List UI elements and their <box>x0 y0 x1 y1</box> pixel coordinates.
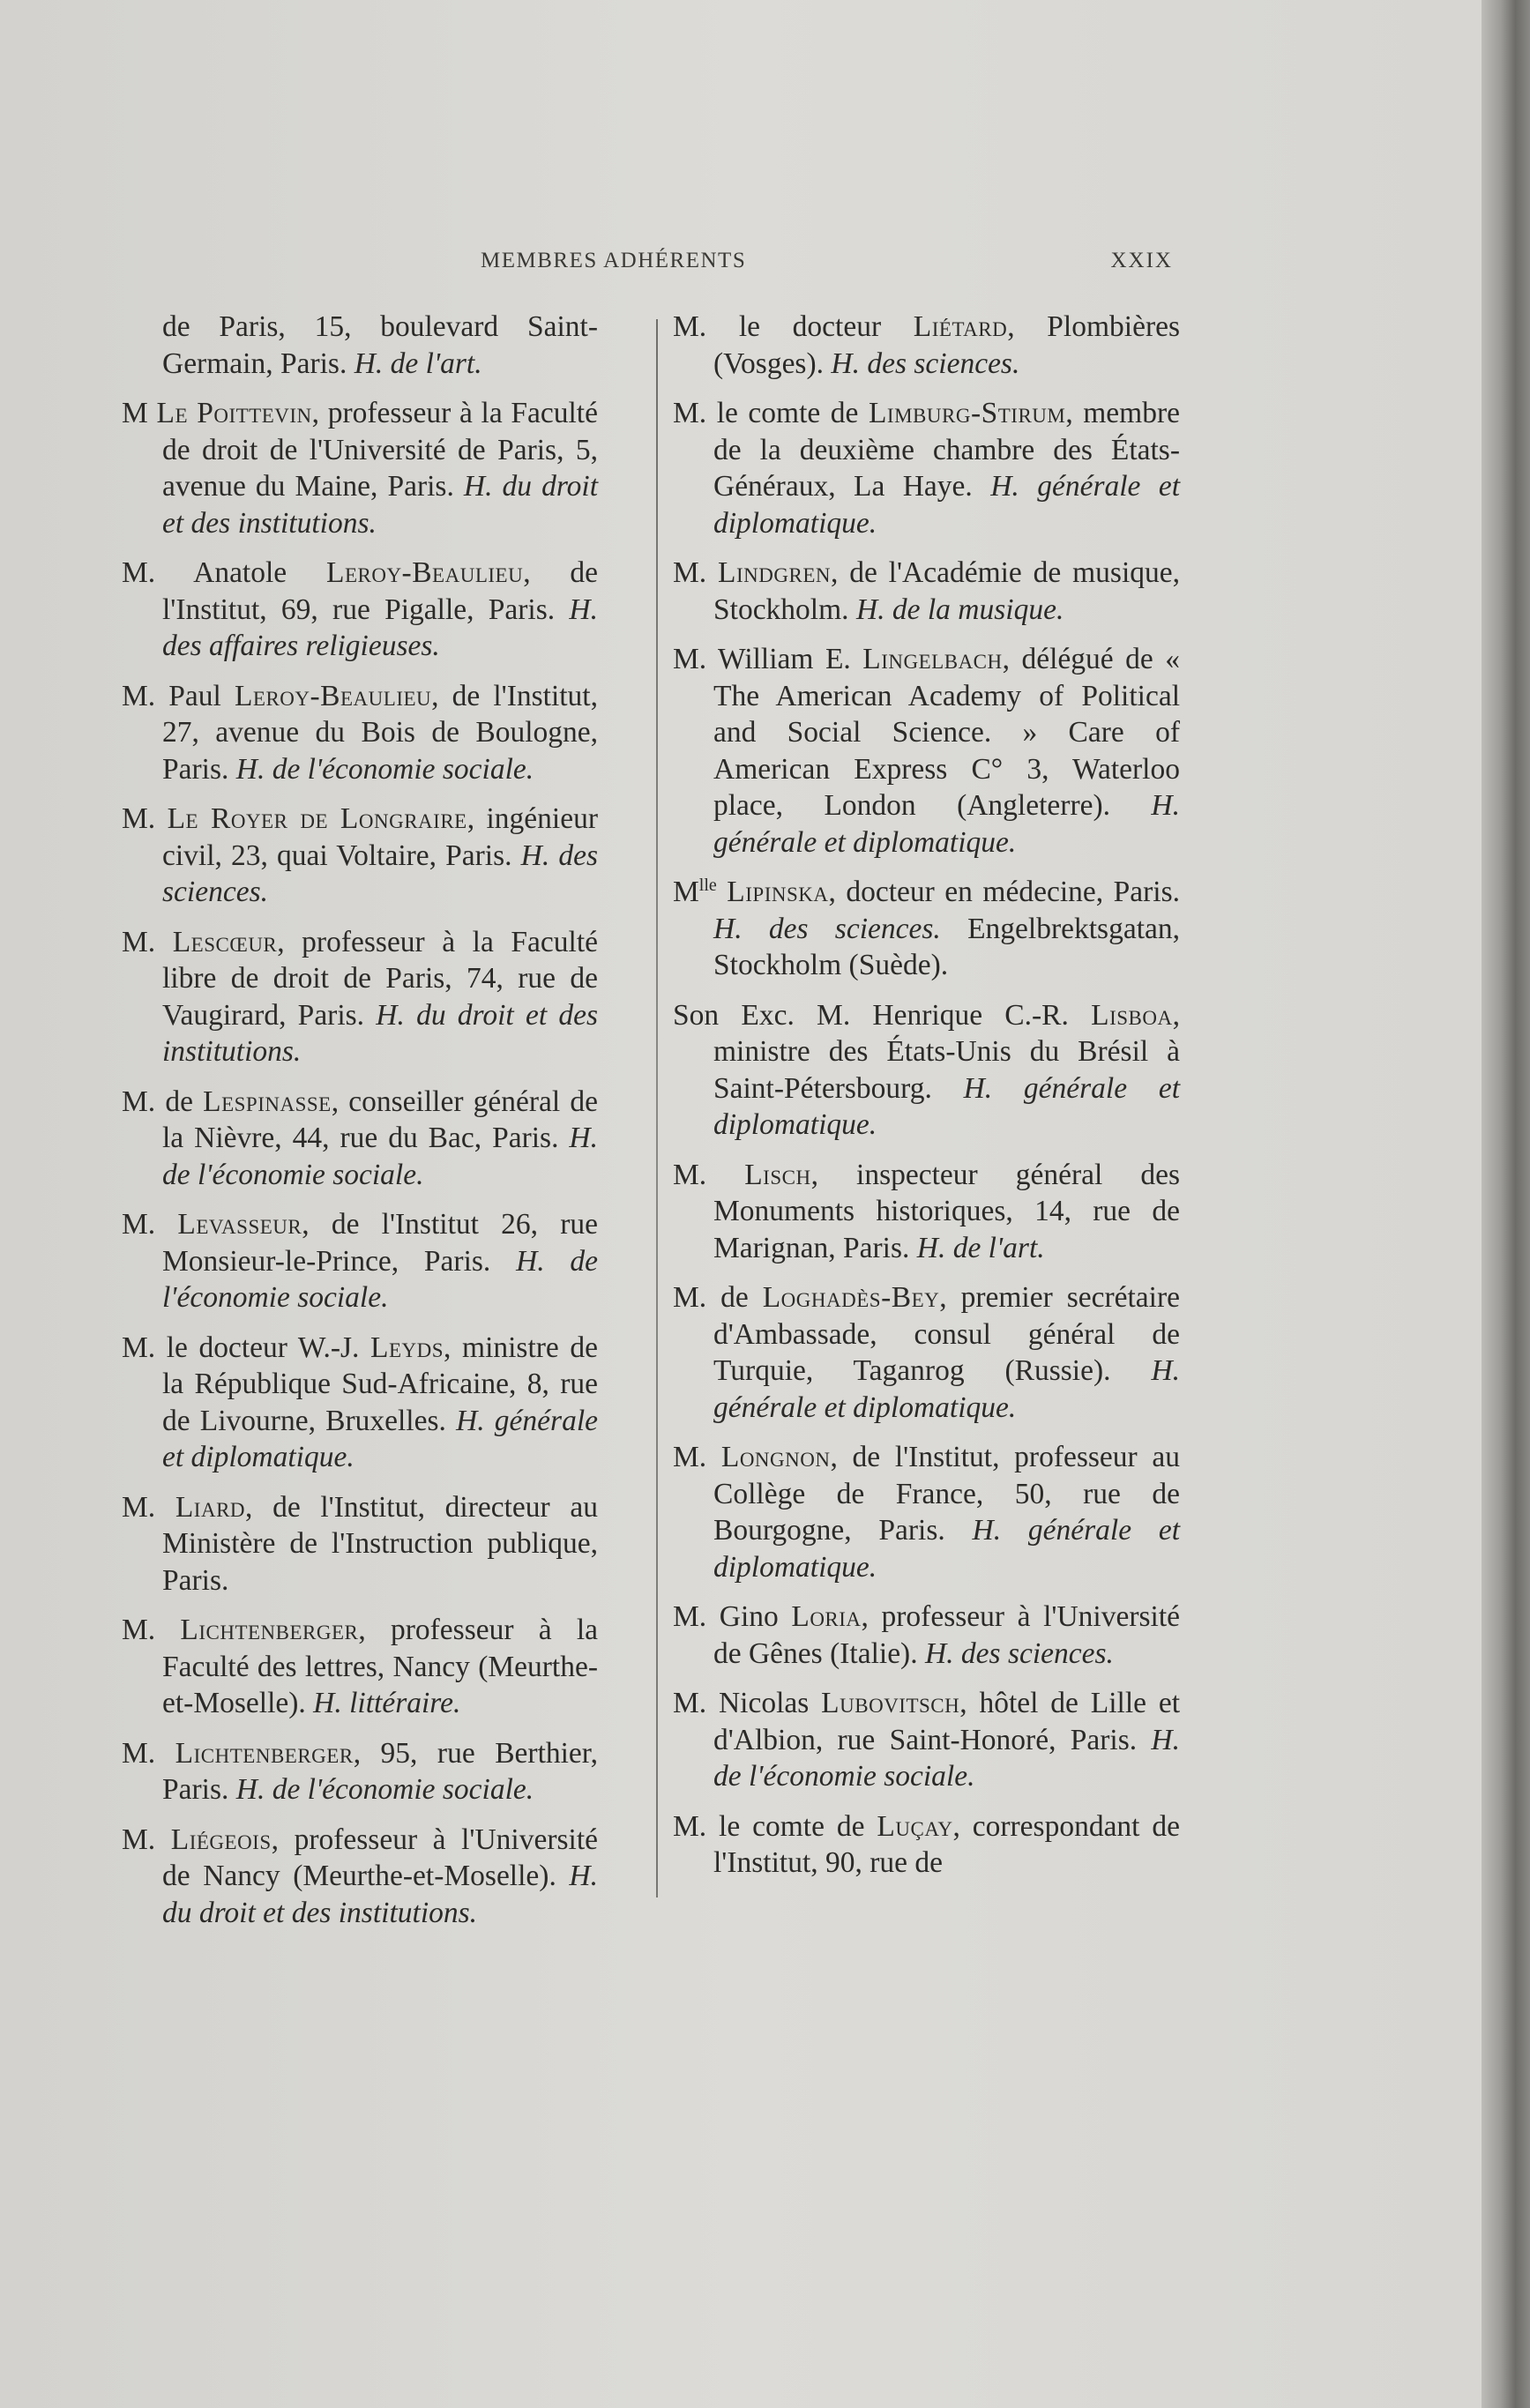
section-label: H. générale et diplomatique. <box>713 1071 1181 1141</box>
member-details: , membre de la deuxième chambre des États-Généraux, La Haye. <box>713 397 1181 503</box>
member-entry <box>122 1330 598 1476</box>
member-details: , de l'Institut, 27, avenue du Bois de Boulogne, Paris. <box>162 679 598 786</box>
entry-title: M. <box>122 802 156 835</box>
left-column <box>122 309 598 1944</box>
member-name: Liard <box>175 1490 246 1524</box>
section-label: H. des sciences. <box>162 839 598 908</box>
entry-title: M. Gino <box>673 1600 779 1633</box>
section-label: H. de l'économie sociale. <box>162 1244 598 1314</box>
section-label: H. générale et diplomatique. <box>713 789 1180 859</box>
section-label: H. générale et diplomatique. <box>162 1404 598 1473</box>
member-details: , professeur à l'Université de Gênes (Italie). <box>713 1600 1180 1670</box>
section-label: H. générale et diplomatique. <box>713 470 1181 540</box>
member-entry <box>122 678 598 788</box>
member-details: , de l'Institut, directeur au Ministère de l'Instruction publique, Paris. <box>162 1490 598 1597</box>
entry-title: M. de <box>122 1085 193 1118</box>
entry-title: M. <box>122 1208 156 1241</box>
member-entry <box>673 309 1180 382</box>
member-name: Lisch <box>744 1158 811 1191</box>
section-label: H. de la musique. <box>855 593 1064 626</box>
member-entry <box>673 395 1180 541</box>
member-entry <box>122 1489 598 1599</box>
member-name: Liégeois <box>170 1823 272 1856</box>
member-entry <box>122 555 598 665</box>
member-name: Leroy-Beaulieu <box>234 679 432 712</box>
entry-title: M <box>122 397 148 429</box>
column-divider <box>656 319 658 1897</box>
member-details: , 95, rue Berthier, Paris. <box>162 1736 598 1806</box>
member-details: , premier secrétaire d'Ambassade, consul général de Turquie, Taganrog (Russie). <box>713 1281 1181 1387</box>
member-entry <box>673 997 1180 1144</box>
member-entry <box>673 1599 1180 1672</box>
section-label: H. générale et diplomatique. <box>713 1514 1181 1584</box>
entry-title: M. le docteur W.-J. <box>122 1331 360 1364</box>
section-label: H. de l'économie sociale. <box>713 1723 1180 1793</box>
entry-title: M. <box>122 1823 156 1856</box>
entry-title: M. le docteur <box>673 310 882 343</box>
page-header <box>481 249 1173 284</box>
section-label: H. générale et diplomatique. <box>713 1354 1181 1424</box>
member-details: , de l'Académie de musique, Stockholm. <box>713 556 1181 626</box>
section-label: H. de l'économie sociale. <box>235 752 534 786</box>
member-entry <box>122 1612 598 1722</box>
member-name: Leroy-Beaulieu <box>325 556 524 589</box>
member-name: Levasseur <box>177 1208 302 1241</box>
member-details: de Paris, 15, boulevard Saint-Germain, Paris. <box>162 310 598 380</box>
member-details: , ministre de la République Sud-Africaine, 8, rue de Livourne, Bruxelles. <box>162 1331 598 1437</box>
entry-title: M. le comte de <box>673 397 859 429</box>
entry-title: M. <box>673 556 707 589</box>
member-details: , professeur à la Faculté libre de droit de Paris, 74, rue de Vaugirard, Paris. <box>162 925 598 1032</box>
member-details: , inspecteur général des Monuments historiques, 14, rue de Marignan, Paris. <box>713 1158 1180 1264</box>
entry-title: M. William E. <box>673 643 851 675</box>
member-entry <box>673 874 1180 984</box>
member-name: Lichtenberger <box>175 1736 354 1770</box>
member-name: Lespinasse <box>203 1085 332 1118</box>
member-name: Lipinska <box>727 876 829 908</box>
entry-title: M. <box>673 1441 707 1473</box>
member-name: Le Poittevin <box>156 397 312 429</box>
entry-title: Son Exc. M. Henrique C.-R. <box>673 998 1069 1032</box>
member-name: Lingelbach <box>862 643 1003 675</box>
member-details: , conseiller général de la Nièvre, 44, rue du Bac, Paris. <box>162 1085 599 1154</box>
running-title: MEMBRES ADHÉRENTS <box>481 249 747 272</box>
member-entry <box>122 1206 598 1316</box>
member-details: , professeur à la Faculté des lettres, Nancy (Meurthe-et-Moselle). <box>162 1614 598 1719</box>
book-spine-edge <box>1481 0 1530 2408</box>
member-entry <box>673 1157 1180 1267</box>
member-details: , de l'Institut 26, rue Monsieur-le-Prince, Paris. <box>162 1208 598 1278</box>
entry-title: M. <box>673 1158 707 1191</box>
member-details: , ingénieur civil, 23, quai Voltaire, Paris. <box>162 802 599 872</box>
section-label: H. des affaires religieuses. <box>162 593 598 662</box>
member-address-extra: Engelbrektsgatan, Stockholm (Suède). <box>713 912 1180 981</box>
member-details: , Plombières (Vosges). <box>713 310 1181 380</box>
member-entry <box>673 555 1180 628</box>
member-name: Loghadès-Bey <box>762 1281 940 1314</box>
page-number: XXIX <box>1110 249 1173 272</box>
entry-title: M. <box>122 1490 156 1524</box>
member-entry <box>122 1822 598 1932</box>
section-label: H. du droit et des institutions. <box>162 1860 598 1929</box>
member-details: , professeur à la Faculté de droit de l'Université de Paris, 5, avenue du Maine, Paris. <box>162 397 598 503</box>
section-label: H. des sciences. <box>713 912 941 945</box>
member-details: , professeur à l'Université de Nancy (Meurthe-et-Moselle). <box>162 1823 598 1892</box>
member-entry <box>673 1439 1180 1585</box>
member-details: , docteur en médecine, Paris. <box>828 876 1180 908</box>
section-label: H. du droit et des institutions. <box>162 998 599 1068</box>
entry-title: M <box>673 876 699 908</box>
entry-title: M. <box>122 925 156 958</box>
section-label: H. littéraire. <box>313 1687 461 1719</box>
member-name: Lichtenberger <box>180 1614 359 1646</box>
member-name: Limburg-Stirum <box>868 397 1066 429</box>
member-name: Lescœur <box>172 925 278 958</box>
section-label: H. de l'économie sociale. <box>235 1773 534 1806</box>
member-name: Longnon <box>720 1441 831 1473</box>
member-entry <box>122 801 598 911</box>
member-details: , de l'Institut, 69, rue Pigalle, Paris. <box>162 556 599 626</box>
section-label: H. de l'art. <box>354 347 482 380</box>
entry-title: M. <box>122 1736 156 1770</box>
entry-title: M. Paul <box>122 679 221 712</box>
member-details: , délégué de « The American Academy of Political and Social Science. » Care of American Express C° 3, Waterloo place, London (Angleterre). <box>713 643 1180 822</box>
member-name: Loria <box>791 1600 862 1633</box>
member-details: , ministre des États-Unis du Brésil à Saint-Pétersbourg. <box>713 998 1180 1105</box>
section-label: H. des sciences. <box>924 1636 1114 1670</box>
member-name: Luçay <box>877 1809 953 1843</box>
member-entry <box>673 1808 1180 1882</box>
member-details: , hôtel de Lille et d'Albion, rue Saint-Honoré, Paris. <box>713 1687 1180 1756</box>
member-name: Lindgren <box>718 556 831 589</box>
member-entry <box>122 1084 598 1194</box>
section-label: H. de l'art. <box>916 1231 1045 1264</box>
member-entry <box>122 924 598 1070</box>
right-column <box>673 309 1180 1895</box>
member-name: Lisboa <box>1091 998 1173 1032</box>
member-name: Leyds <box>370 1331 444 1364</box>
member-entry <box>673 641 1180 861</box>
entry-title: M. Nicolas <box>673 1687 810 1719</box>
member-entry <box>673 1685 1180 1795</box>
section-label: H. de l'économie sociale. <box>162 1122 598 1191</box>
member-name: Lubovitsch <box>821 1687 960 1719</box>
member-details: , de l'Institut, professeur au Collège de France, 50, rue de Bourgogne, Paris. <box>713 1441 1180 1547</box>
entry-title: M. de <box>673 1281 749 1314</box>
entry-title: M. <box>122 1614 156 1646</box>
member-name: Le Royer de Longraire <box>167 802 467 835</box>
member-entry <box>122 309 598 382</box>
section-label: H. des sciences. <box>831 347 1020 380</box>
entry-title: M. Anatole <box>122 556 287 589</box>
member-name: Liétard <box>913 310 1008 343</box>
member-entry <box>122 395 598 541</box>
member-details: , correspondant de l'Institut, 90, rue de <box>713 1809 1181 1879</box>
entry-title: M. le comte de <box>673 1809 865 1843</box>
section-label: H. du droit et des institutions. <box>162 470 599 540</box>
member-entry <box>673 1279 1180 1426</box>
member-entry <box>122 1735 598 1808</box>
entry-title-superscript: lle <box>698 875 717 895</box>
